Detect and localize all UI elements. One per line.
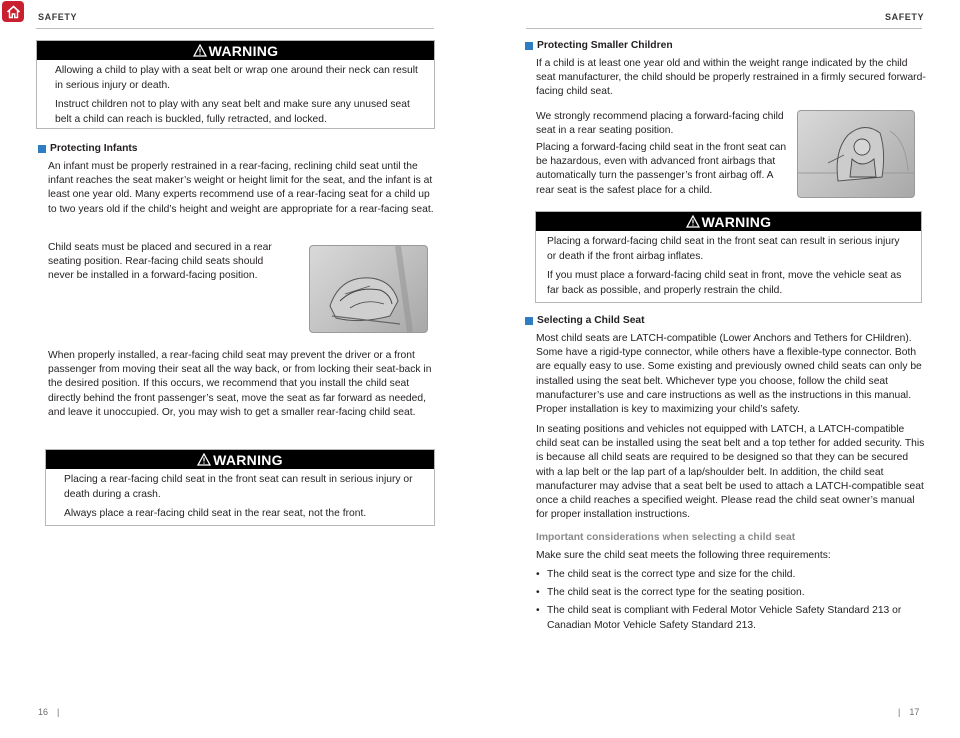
warning-banner — [46, 450, 434, 469]
warning-banner — [37, 41, 434, 60]
square-bullet-icon — [525, 317, 533, 325]
warning-banner — [536, 212, 921, 231]
paragraph: We strongly recommend placing a forward-facing child seat in a rear seating position. — [536, 111, 784, 137]
smaller-paragraph-3 — [536, 141, 788, 198]
warning-triangle-icon — [193, 44, 207, 57]
running-head-right: SAFETY — [885, 12, 925, 22]
list-item: • The child seat is the correct type and size for the child. — [533, 568, 923, 582]
smaller-paragraph-2 — [536, 110, 786, 138]
list-item: • The child seat is the correct type for the seating position. — [533, 586, 923, 600]
requirements-list — [533, 568, 923, 637]
paragraph: If a child is at least one year old and within the weight range indicated by the child seat manufacturer, the child should be properly restrained in a firmly secured forward-facing child seat. — [536, 58, 926, 98]
forward-facing-child-seat-photo — [797, 110, 915, 198]
paragraph: When properly installed, a rear-facing child seat may prevent the driver or a front passenger from moving their seat all the way back, or from locking their seat-back in the desired position. If this occurs, we recommend that you install the child seat directly behind the front passenger’s seat, move the seat as far forward as needed, and leave it unoccupied. Or, you may wish to get a smaller rear-facing child seat. — [48, 350, 432, 418]
requirements-intro — [536, 549, 926, 563]
warning-box-rear-facing — [45, 449, 435, 526]
square-bullet-icon — [525, 42, 533, 50]
paragraph: Placing a forward-facing child seat in the front seat can be hazardous, even with advanced front airbags that automatically turn the passenger’s front airbag off. A rear seat is the safest place for a child. — [536, 142, 787, 196]
warning-text: If you must place a forward-facing child seat in front, move the vehicle seat as far back as possible, and properly restrain the child. — [547, 270, 902, 296]
running-head-left: SAFETY — [38, 12, 78, 22]
list-item: • The child seat is compliant with Federal Motor Vehicle Safety Standard 213 or Canadian Motor Vehicle Safety Standard 213. — [533, 604, 923, 632]
home-button[interactable] — [2, 1, 24, 22]
paragraph: Child seats must be placed and secured in a rear seating position. Rear-facing child seats should never be installed in a forward-facing position. — [48, 242, 272, 282]
warning-label: WARNING — [208, 42, 279, 59]
warning-triangle-icon — [686, 215, 700, 228]
header-rule — [526, 28, 922, 29]
warning-box-neck — [36, 40, 435, 129]
section-heading-text: Selecting a Child Seat — [537, 315, 645, 326]
section-heading-selecting — [525, 315, 645, 326]
header-rule — [36, 28, 434, 29]
section-heading-infants — [38, 143, 138, 154]
warning-text: Instruct children not to play with any seat belt and make sure any unused seat belt a child can reach is buckled, fully retracted, and locked. — [55, 99, 410, 125]
warning-triangle-icon — [197, 453, 211, 466]
warning-text: Always place a rear-facing child seat in the rear seat, not the front. — [64, 508, 367, 519]
paragraph: Most child seats are LATCH-compatible (Lower Anchors and Tethers for CHildren). Some have a rigid-type connector, while others have a flexible-type connector. Both are equally easy to use. Some existing and previously owned child seats can only be installed using the seat belt. Whichever type you choose, follow the child seat manufacturer’s use and care instructions as well as the instructions in this manual. Proper installation is key to maximizing your child’s safety. — [536, 333, 922, 416]
warning-text: Allowing a child to play with a seat belt or wrap one around their neck can result in serious injury or death. — [55, 65, 418, 91]
page-number-left: 16 | — [38, 707, 60, 717]
smaller-paragraph-1 — [536, 57, 926, 100]
infants-paragraph-2 — [48, 241, 288, 284]
warning-text: Placing a forward-facing child seat in the front seat can result in serious injury or death if the front airbag inflates. — [547, 236, 900, 262]
section-heading-text: Protecting Infants — [50, 143, 138, 154]
paragraph: An infant must be properly restrained in a rear-facing, reclining child seat until the infant reaches the seat maker’s weight or height limit for the seat, and the infant is at least one year old. Many experts recommend use of a rear-facing seat for a child up to two years old if the child’s height and weight are appropriate for a rear-facing seat. — [48, 161, 434, 215]
section-heading-text: Protecting Smaller Children — [537, 40, 673, 51]
paragraph: Make sure the child seat meets the following three requirements: — [536, 550, 831, 561]
page-number: 17 — [909, 707, 920, 717]
page-number: 16 — [38, 707, 49, 717]
right-page — [480, 0, 960, 738]
infants-paragraph-3 — [48, 349, 436, 420]
paragraph: In seating positions and vehicles not equipped with LATCH, a LATCH-compatible child seat can be installed using the seat belt and a top tether for added security. This is because all child seats are required to be designed so that they can be secured with a lap belt or the lap part of a lap/shoulder belt. In addition, the child seat manufacturer may advise that a seat belt be used to attach a LATCH-compatible seat once a child reaches a specified weight. Please read the child seat owner’s manual for proper installation instructions. — [536, 424, 925, 521]
selecting-paragraph-2 — [536, 423, 926, 522]
page-number-right: | 17 — [898, 707, 920, 717]
selecting-paragraph-1 — [536, 332, 926, 417]
home-icon — [6, 5, 21, 19]
infants-paragraph-1 — [48, 160, 436, 217]
warning-text: Placing a rear-facing child seat in the front seat can result in serious injury or death during a crash. — [64, 474, 413, 500]
considerations-subheading: Important considerations when selecting a child seat — [536, 532, 796, 543]
section-heading-smaller-children — [525, 40, 673, 51]
warning-label: WARNING — [213, 451, 283, 468]
warning-box-forward-facing — [535, 211, 922, 303]
rear-facing-child-seat-photo — [309, 245, 428, 333]
warning-label: WARNING — [701, 213, 772, 230]
square-bullet-icon — [38, 145, 46, 153]
